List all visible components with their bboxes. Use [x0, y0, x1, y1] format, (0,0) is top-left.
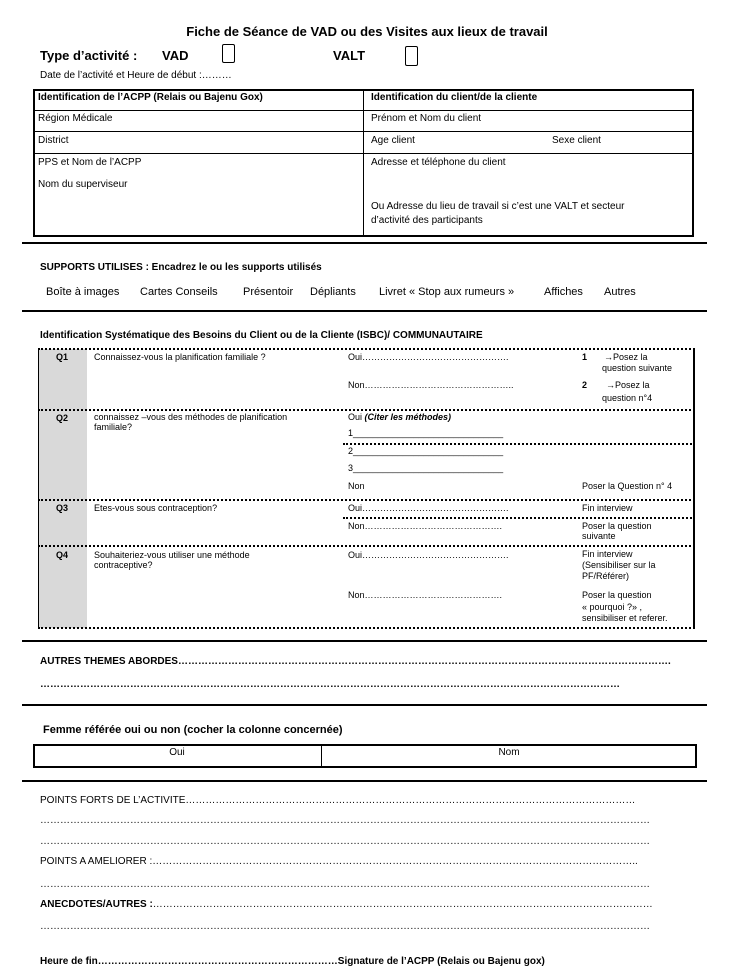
support-livret[interactable]: Livret « Stop aux rumeurs » — [379, 286, 515, 298]
support-autres[interactable]: Autres — [604, 286, 636, 298]
date-line[interactable]: Date de l’activité et Heure de début :……… — [40, 70, 232, 81]
age-field[interactable]: Age client — [371, 135, 415, 146]
q2-non[interactable]: Non — [348, 481, 365, 491]
q4-instr1b: (Sensibiliser sur la — [582, 560, 656, 570]
q4-text: Souhaiteriez-vous utiliser une méthode — [94, 550, 250, 560]
points-ameliorer-field[interactable]: POINTS A AMELIORER :……………………………………………………………………………………………………………………………….. — [40, 856, 638, 867]
footer-line[interactable] — [40, 956, 545, 967]
support-cartes[interactable]: Cartes Conseils — [140, 286, 218, 298]
divider — [22, 242, 707, 244]
q1-instr1b: question suivante — [602, 363, 673, 373]
q3-non[interactable]: Non………………………………………. — [348, 521, 503, 531]
q2-text: connaissez –vous des méthodes de planification — [94, 412, 288, 422]
address-field[interactable]: Adresse et téléphone du client — [371, 157, 506, 168]
q4-text2: contraceptive? — [94, 560, 153, 570]
q4-label: Q4 — [56, 550, 69, 560]
q2-text2: familiale? — [94, 422, 133, 432]
q1-instr2b: question n°4 — [602, 393, 653, 403]
vad-checkbox[interactable] — [222, 44, 235, 63]
non-column[interactable]: Nom — [498, 747, 520, 758]
q4-instr2c: sensibiliser et referer. — [582, 613, 668, 623]
points-ameliorer-line[interactable]: ………………………………………………………………………………………………………………………………………………………………… — [40, 879, 650, 890]
points-forts-line2[interactable]: ………………………………………………………………………………………………………………………………………………………………… — [40, 836, 650, 847]
divider — [22, 310, 707, 312]
q2-instr: Poser la Question n° 4 — [582, 481, 673, 491]
q4-instr2b: « pourquoi ?» , — [582, 602, 643, 612]
workplace-line1: Ou Adresse du lieu de travail si c’est une VALT et secteur — [371, 201, 625, 212]
q3-instr2b: suivante — [582, 531, 616, 541]
supervisor-field[interactable]: Nom du superviseur — [38, 179, 128, 190]
supports-title: SUPPORTS UTILISES : Encadrez le ou les supports utilisés — [40, 262, 322, 273]
q4-oui[interactable]: Oui…………………………………………. — [348, 550, 509, 560]
q1-code1: 1 — [582, 352, 588, 362]
anecdotes-field[interactable]: ANECDOTES/AUTRES :…………………………………………………………………………………………………………………………………… — [40, 899, 653, 910]
support-depliants[interactable]: Dépliants — [310, 286, 356, 298]
signature-label: Signature de l’ACPP (Relais ou Bajenu gox) — [337, 956, 545, 967]
valt-checkbox[interactable] — [405, 46, 418, 66]
valt-label: VALT — [333, 48, 366, 63]
heure-fin-field: Heure de fin……………………………………………………………… — [40, 956, 338, 967]
isbc-title: Identification Systématique des Besoins du Client ou de la Cliente (ISBC)/ COMMUNAUTAIRE — [40, 330, 483, 341]
autres-themes-line[interactable]: ………………………………………………………………………………………………………………………………………………………… — [40, 679, 620, 690]
anecdotes-line[interactable]: ………………………………………………………………………………………………………………………………………………………………… — [40, 921, 650, 932]
pps-field[interactable]: PPS et Nom de l’ACPP — [38, 157, 142, 168]
region-field[interactable]: Région Médicale — [38, 113, 113, 124]
q3-instr1: Fin interview — [582, 503, 633, 513]
oui-column[interactable]: Oui — [169, 747, 185, 758]
vad-label: VAD — [162, 48, 189, 63]
q1-instr2: →Posez la — [606, 380, 650, 390]
type-label: Type d’activité : — [40, 48, 138, 63]
district-field[interactable]: District — [38, 135, 69, 146]
points-forts-line1[interactable]: ………………………………………………………………………………………………………………………………………………………………… — [40, 815, 650, 826]
autres-themes-field[interactable]: AUTRES THEMES ABORDES…………………………………………………………………………………………………………………………………. — [40, 656, 671, 667]
q2-method1[interactable]: 1______________________________ — [348, 428, 504, 438]
q3-oui[interactable]: Oui…………………………………………. — [348, 503, 509, 513]
q3-instr2: Poser la question — [582, 521, 652, 531]
q3-label: Q3 — [56, 503, 69, 513]
femme-referee-title: Femme référée oui ou non (cocher la colonne concernée) — [43, 724, 343, 736]
q4-instr1c: PF/Référer) — [582, 571, 630, 581]
page-title: Fiche de Séance de VAD ou des Visites aux lieux de travail — [186, 24, 548, 39]
workplace-line2: d’activité des participants — [371, 215, 483, 226]
q3-text: Etes-vous sous contraception? — [94, 503, 218, 513]
q2-label: Q2 — [56, 413, 69, 423]
points-forts-field[interactable]: POINTS FORTS DE L’ACTIVITE……………………………………………………………………………………………………………………… — [40, 795, 636, 806]
q1-label: Q1 — [56, 352, 69, 362]
q1-non[interactable]: Non………………………………………….. — [348, 380, 514, 390]
q4-instr1: Fin interview — [582, 549, 633, 559]
divider — [22, 640, 707, 642]
q2-method2[interactable]: 2______________________________ — [348, 446, 504, 456]
q2-method3[interactable]: 3______________________________ — [348, 463, 504, 473]
q1-text: Connaissez-vous la planification familiale ? — [94, 352, 266, 362]
sexe-field[interactable]: Sexe client — [552, 135, 601, 146]
q1-code2: 2 — [582, 380, 588, 390]
q1-oui[interactable]: Oui…………………………………………. — [348, 352, 509, 362]
q4-non[interactable]: Non………………………………………. — [348, 590, 503, 600]
acpp-header: Identification de l’ACPP (Relais ou Bajenu Gox) — [38, 92, 263, 103]
q2-oui[interactable]: Oui (Citer les méthodes) — [348, 412, 452, 422]
divider — [22, 780, 707, 782]
client-header: Identification du client/de la cliente — [371, 92, 538, 103]
q1-instr1: →Posez la — [604, 352, 648, 362]
support-affiches[interactable]: Affiches — [544, 286, 583, 298]
q4-instr2: Poser la question — [582, 590, 652, 600]
client-name-field[interactable]: Prénom et Nom du client — [371, 113, 482, 124]
support-presentoir[interactable]: Présentoir — [243, 286, 294, 298]
divider — [22, 704, 707, 706]
support-boite[interactable]: Boîte à images — [46, 286, 120, 298]
